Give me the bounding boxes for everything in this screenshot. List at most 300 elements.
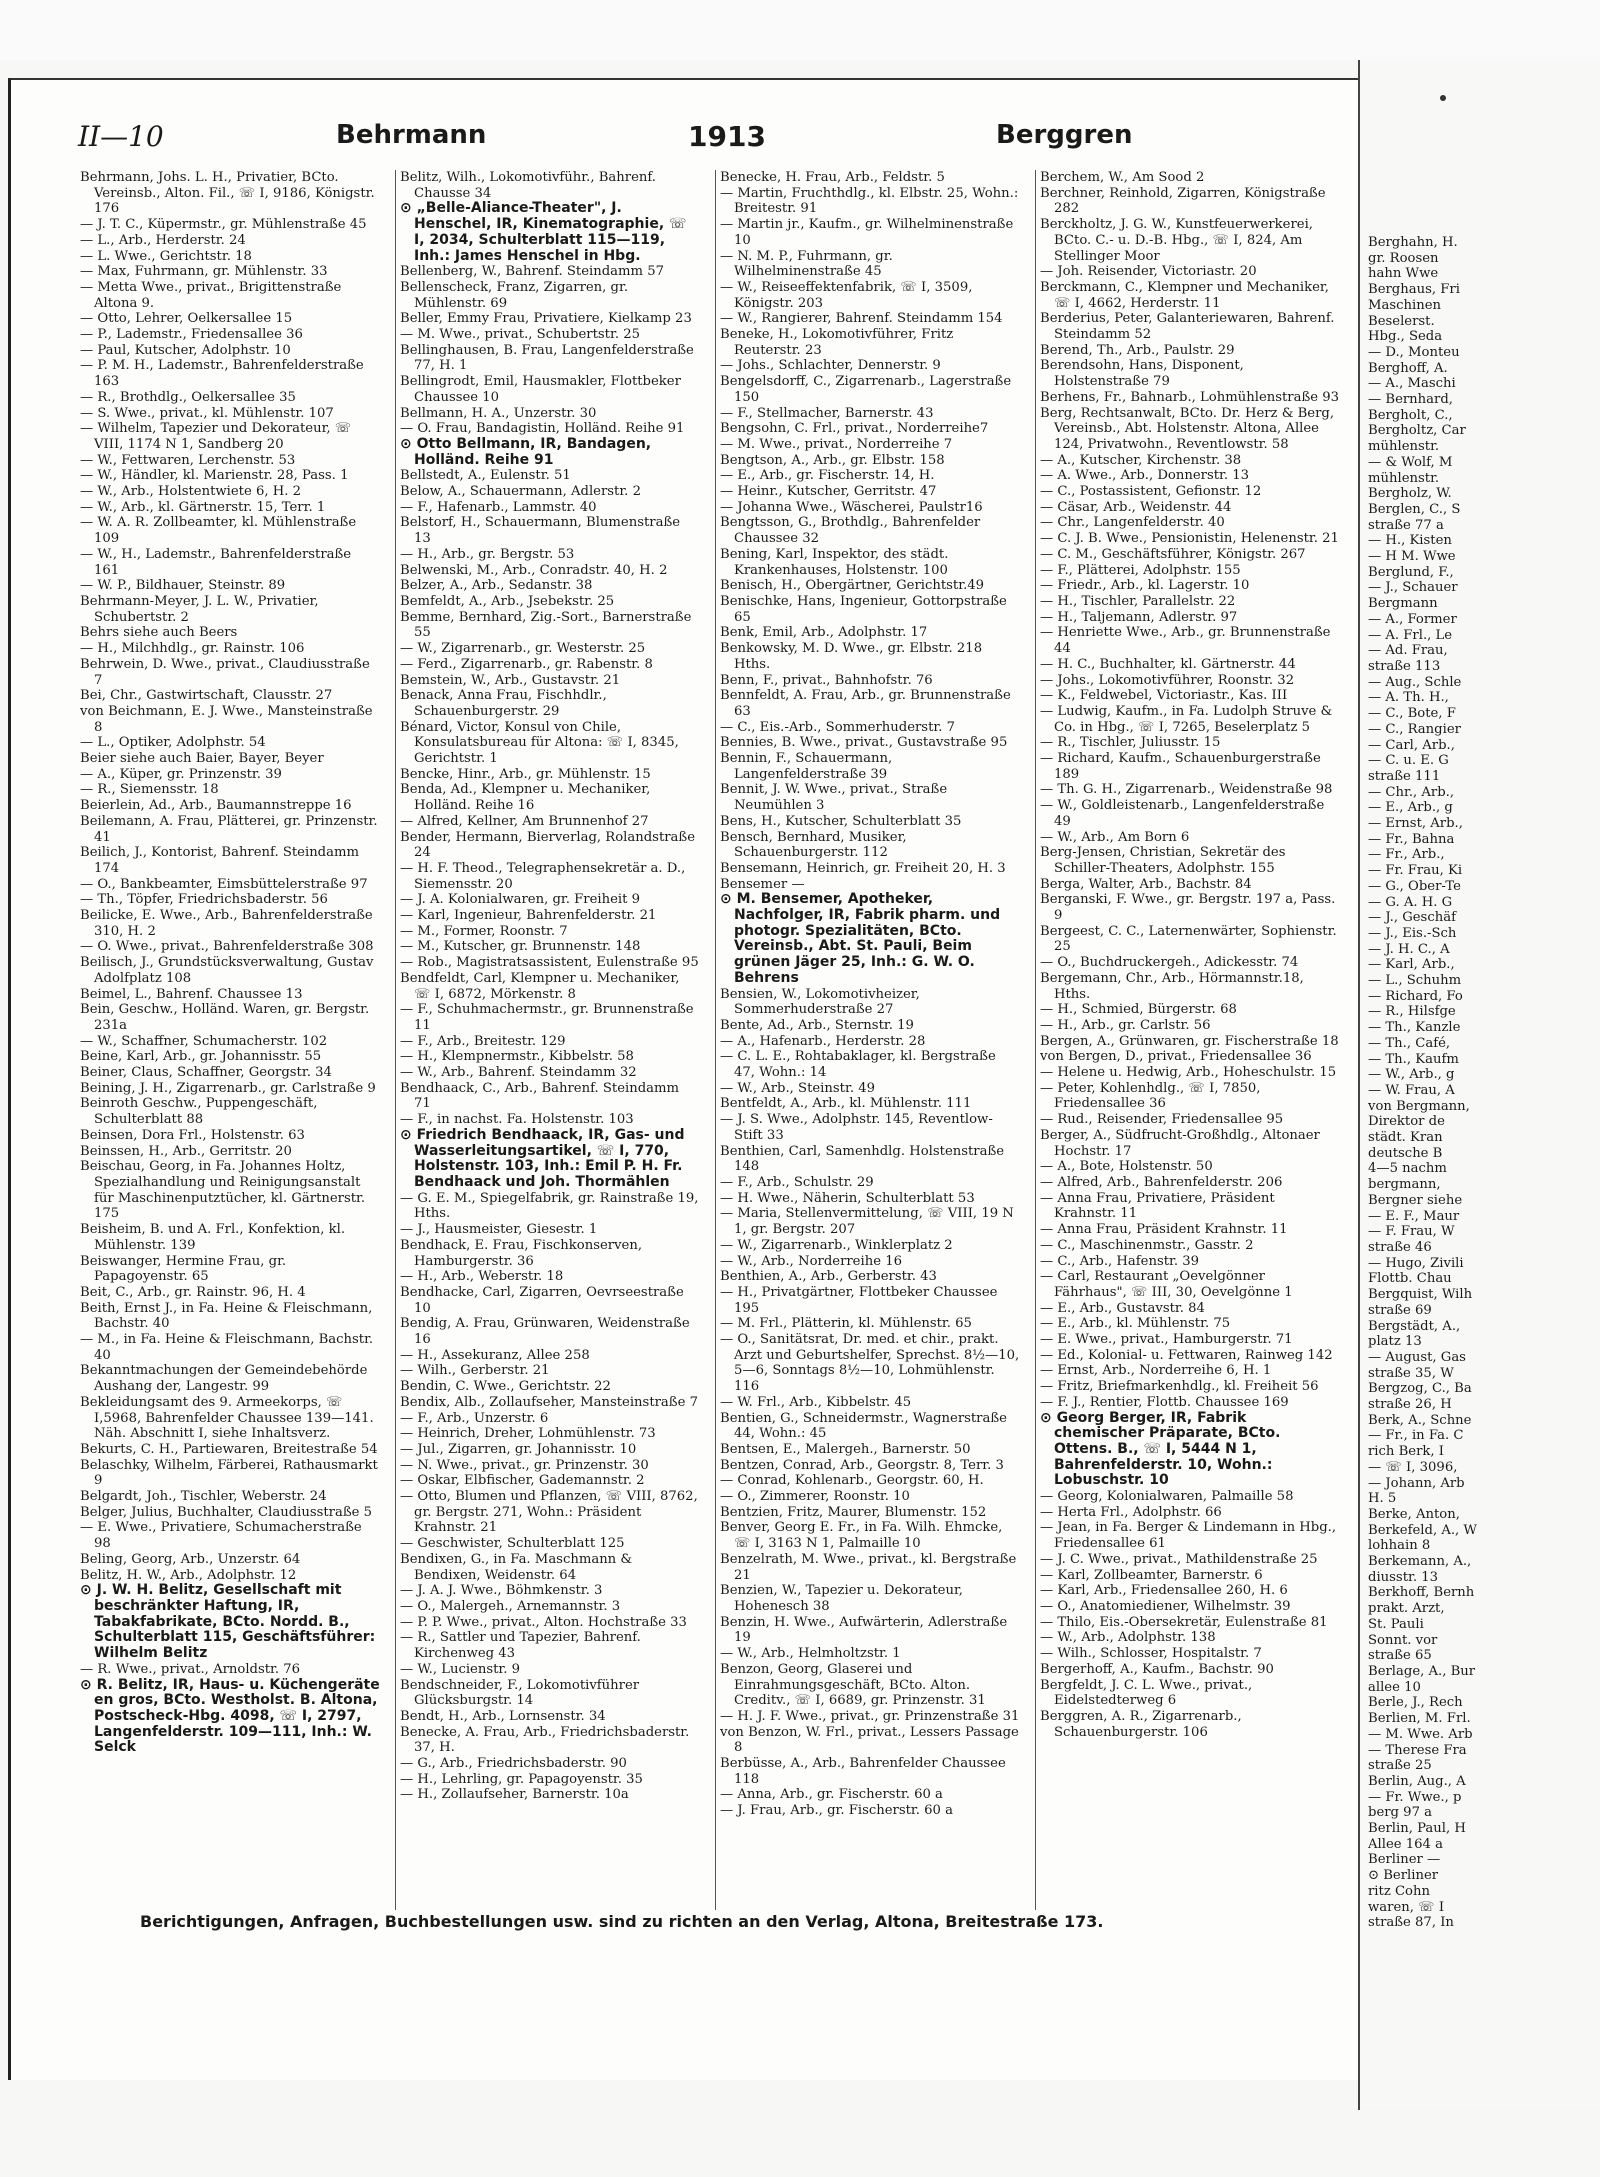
- adjacent-entry: Bergholtz, Car: [1368, 423, 1466, 439]
- directory-entry: — W. A. R. Zollbeamter, kl. Mühlenstraße 109: [80, 515, 357, 547]
- publisher-footer: Berichtigungen, Anfragen, Buchbestellungen usw. sind zu richten an den Verlag, Altona, Breitestraße 173.: [140, 1912, 1104, 1931]
- directory-entry: — Rob., Magistratsassistent, Eulenstraße 95: [400, 955, 699, 971]
- adjacent-entry: Bergzog, C., Ba: [1368, 1381, 1472, 1397]
- directory-entry: — Max, Fuhrmann, gr. Mühlenstr. 33: [80, 264, 328, 280]
- adjacent-entry: — ☏ I, 3096,: [1368, 1459, 1458, 1475]
- directory-entry: ⊙ J. W. H. Belitz, Gesellschaft mit beschränkter Haftung, IR, Tabakfabrikate, BCto. Nordd. B., Schulterblatt 115, Geschäftsführer: Wilhelm Belitz: [80, 1582, 376, 1662]
- directory-entry: — Wilh., Schlosser, Hospitalstr. 7: [1040, 1646, 1262, 1662]
- adjacent-entry: — Fr., Bahna: [1368, 831, 1455, 847]
- directory-entry: Bemfeldt, A., Arb., Jsebekstr. 25: [400, 593, 615, 609]
- directory-entry: Bemstein, W., Arb., Gustavstr. 21: [400, 672, 621, 688]
- directory-entry: — Ernst, Arb., Norderreihe 6, H. 1: [1040, 1363, 1272, 1379]
- directory-entry: — Joh. Reisender, Victoriastr. 20: [1040, 264, 1257, 280]
- adjacent-entry: — G. A. H. G: [1368, 894, 1453, 910]
- directory-entry: Bekanntmachungen der Gemeindebehörde Aushang der, Langestr. 99: [80, 1363, 368, 1395]
- adjacent-entry: — Hugo, Zivili: [1368, 1255, 1464, 1271]
- directory-entry: Beit, C., Arb., gr. Rainstr. 96, H. 4: [80, 1284, 306, 1300]
- directory-entry: — H. C., Buchhalter, kl. Gärtnerstr. 44: [1040, 656, 1296, 672]
- directory-entry: Bentfeldt, A., Arb., kl. Mühlenstr. 111: [720, 1096, 972, 1112]
- directory-entry: — H., Klempnermstr., Kibbelstr. 58: [400, 1049, 634, 1065]
- directory-entry: — M., Former, Roonstr. 7: [400, 923, 568, 939]
- directory-entry: — E., Arb., gr. Fischerstr. 14, H.: [720, 468, 935, 484]
- directory-entry: Bellstedt, A., Eulenstr. 51: [400, 468, 571, 484]
- directory-entry: Behrmann, Johs. L. H., Privatier, BCto. Vereinsb., Alton. Fil., ☏ I, 9186, Königstr. 176: [80, 170, 375, 217]
- adjacent-entry: — Bernhard,: [1368, 392, 1453, 408]
- directory-entry: Benthien, Carl, Samenhdlg. Holstenstraße 148: [720, 1143, 1005, 1175]
- adjacent-entry: — J., Schauer: [1368, 580, 1458, 596]
- adjacent-entry: — R., Hilsfge: [1368, 1004, 1456, 1020]
- directory-entry: Bendhacke, Carl, Zigarren, Oevrseestraße 10: [400, 1284, 684, 1316]
- directory-entry: — Chr., Langenfelderstr. 40: [1040, 515, 1225, 531]
- directory-entry: Bennfeldt, A. Frau, Arb., gr. Brunnenstraße 63: [720, 688, 1011, 719]
- directory-entry: — Maria, Stellenvermittelung, ☏ VIII, 19 N 1, gr. Bergstr. 207: [720, 1206, 1014, 1238]
- directory-entry: — W., Goldleistenarb., Langenfelderstraße 49: [1040, 798, 1325, 829]
- directory-entry: — W., H., Lademstr., Bahrenfelderstraße 161: [80, 546, 352, 578]
- directory-entry: Berend, Th., Arb., Paulstr. 29: [1040, 342, 1235, 358]
- adjacent-entry: — Ad. Frau,: [1368, 643, 1448, 659]
- adjacent-entry: — C. u. E. G: [1368, 753, 1449, 769]
- directory-entry: — Alfred, Arb., Bahrenfelderstr. 206: [1040, 1175, 1283, 1190]
- directory-entry: — J. A. Kolonialwaren, gr. Freiheit 9: [400, 892, 641, 908]
- directory-entry: Beiswanger, Hermine Frau, gr. Papagoyenstr. 65: [80, 1253, 287, 1285]
- directory-entry: Bergfeldt, J. C. L. Wwe., privat., Eidelstedterweg 6: [1040, 1677, 1253, 1709]
- directory-entry: Benzin, H. Wwe., Aufwärterin, Adlerstraße 19: [720, 1614, 1008, 1646]
- directory-entry: — O., Buchdruckergeh., Adickesstr. 74: [1040, 955, 1299, 971]
- adjacent-entry: — A. Th. H.,: [1368, 690, 1449, 706]
- directory-entry: Berckmann, C., Klempner und Mechaniker, ☏ I, 4662, Herderstr. 11: [1040, 279, 1329, 311]
- directory-entry: Beimel, L., Bahrenf. Chaussee 13: [80, 986, 303, 1002]
- directory-entry: Beilich, J., Kontorist, Bahrenf. Steindamm 174: [80, 845, 359, 876]
- directory-entry: — M., Kutscher, gr. Brunnenstr. 148: [400, 939, 641, 955]
- adjacent-entry: platz 13: [1368, 1334, 1422, 1350]
- directory-entry: — F., Arb., Unzerstr. 6: [400, 1410, 549, 1426]
- directory-entry: — Oskar, Elbfischer, Gademannstr. 2: [400, 1473, 645, 1489]
- directory-entry: — H., Assekuranz, Allee 258: [400, 1347, 590, 1363]
- directory-entry: Benisch, H., Obergärtner, Gerichtstr.49: [720, 578, 985, 594]
- directory-entry: Behrmann-Meyer, J. L. W., Privatier, Schubertstr. 2: [80, 593, 319, 625]
- directory-entry: — P., Lademstr., Friedensallee 36: [80, 327, 303, 343]
- adjacent-entry: — Fr., in Fa. C: [1368, 1428, 1464, 1444]
- directory-entry: Belzer, A., Arb., Sedanstr. 38: [400, 578, 593, 594]
- directory-entry: von Beichmann, E. J. Wwe., Mansteinstraße 8: [80, 703, 373, 735]
- directory-entry: Bendt, H., Arb., Lornsenstr. 34: [400, 1708, 606, 1724]
- directory-entry: — M. Wwe., privat., Norderreihe 7: [720, 436, 953, 452]
- directory-entry: — W., Fettwaren, Lerchenstr. 53: [80, 452, 296, 468]
- directory-entry: — Heinr., Kutscher, Gerritstr. 47: [720, 484, 937, 500]
- directory-entry: — C., Eis.-Arb., Sommerhuderstr. 7: [720, 719, 956, 735]
- directory-entry: — J. Frau, Arb., gr. Fischerstr. 60 a: [720, 1803, 954, 1819]
- directory-entry: — Karl, Arb., Friedensallee 260, H. 6: [1040, 1583, 1288, 1599]
- directory-entry: von Benzon, W. Frl., privat., Lessers Passage 8: [720, 1724, 1019, 1756]
- directory-entry: Benver, Georg E. Fr., in Fa. Wilh. Ehmcke, ☏ I, 3163 N 1, Palmaille 10: [720, 1520, 1003, 1552]
- directory-entry: — H., Arb., gr. Bergstr. 53: [400, 546, 575, 562]
- adjacent-entry: — August, Gas: [1368, 1349, 1466, 1365]
- directory-entry: — H., Taljemann, Adlerstr. 97: [1040, 609, 1238, 625]
- directory-entry: Bendig, A. Frau, Grünwaren, Weidenstraße 16: [400, 1316, 690, 1348]
- directory-entry: — Heinrich, Dreher, Lohmühlenstr. 73: [400, 1426, 656, 1442]
- adjacent-entry: rich Berk, I: [1368, 1444, 1444, 1460]
- adjacent-entry: straße 111: [1368, 768, 1441, 784]
- directory-entry: — Metta Wwe., privat., Brigittenstraße Altona 9.: [80, 279, 342, 311]
- directory-entry: — O., Sanitätsrat, Dr. med. et chir., prakt. Arzt und Geburtshelfer, Sprechst. 8½—10, 5—6, Sonntags 8½—10, Lohmühlenstr. 116: [720, 1332, 1020, 1395]
- directory-entry: Berderius, Peter, Galanteriewaren, Bahrenf. Steindamm 52: [1040, 311, 1335, 343]
- directory-entry: — Herta Frl., Adolphstr. 66: [1040, 1504, 1222, 1520]
- directory-entry: Benack, Anna Frau, Fischhdlr., Schauenburgerstr. 29: [400, 688, 607, 719]
- directory-entry: Beine, Karl, Arb., gr. Johannisstr. 55: [80, 1049, 322, 1065]
- directory-entry: — W., Händler, kl. Marienstr. 28, Pass. 1: [80, 468, 349, 484]
- adjacent-entry: — C., Bote, F: [1368, 706, 1456, 722]
- directory-entry: Beilisch, J., Grundstücksverwaltung, Gustav Adolfplatz 108: [80, 955, 374, 986]
- directory-entry: Behrs siehe auch Beers: [80, 625, 238, 641]
- directory-entry: Beinroth Geschw., Puppengeschäft, Schulterblatt 88: [80, 1096, 318, 1128]
- adjacent-entry: ritz Cohn: [1368, 1883, 1430, 1899]
- adjacent-entry: Beselerst.: [1368, 313, 1435, 329]
- adjacent-entry: — W., Arb., g: [1368, 1067, 1455, 1083]
- adjacent-entry: Bergholt, C.,: [1368, 407, 1453, 423]
- directory-entry: — Johanna Wwe., Wäscherei, Paulstr16: [720, 499, 983, 515]
- directory-entry: Bendhaack, C., Arb., Bahrenf. Steindamm 71: [400, 1080, 680, 1112]
- adjacent-entry: — Chr., Arb.,: [1368, 784, 1455, 800]
- directory-entry: Benn, F., privat., Bahnhofstr. 76: [720, 672, 933, 688]
- directory-entry: — Peter, Kohlenhdlg., ☏ I, 7850, Friedensallee 36: [1040, 1080, 1261, 1112]
- directory-entry: Bengtson, A., Arb., gr. Elbstr. 158: [720, 452, 945, 468]
- directory-entry: Bellmann, H. A., Unzerstr. 30: [400, 405, 597, 421]
- directory-entry: Benzien, W., Tapezier u. Dekorateur, Hohenesch 38: [720, 1583, 963, 1614]
- directory-entry: — W., Zigarrenarb., gr. Westerstr. 25: [400, 641, 646, 657]
- adjacent-entry: Berkemann, A.,: [1368, 1554, 1472, 1570]
- adjacent-entry: — A., Maschi: [1368, 376, 1456, 392]
- directory-entry: — H., Schmied, Bürgerstr. 68: [1040, 1002, 1237, 1018]
- directory-entry: ⊙ „Belle-Aliance-Theater", J. Henschel, IR, Kinematographie, ☏ I, 2034, Schulterblatt 115—119, Inh.: James Henschel in Hbg.: [400, 200, 687, 264]
- directory-entry: — F., Stellmacher, Barnerstr. 43: [720, 405, 934, 421]
- directory-entry: — A., Bote, Holstenstr. 50: [1040, 1159, 1213, 1175]
- directory-entry: Beiner, Claus, Schaffner, Georgstr. 34: [80, 1065, 332, 1081]
- directory-entry: Berckholtz, J. G. W., Kunstfeuerwerkerei, BCto. C.- u. D.-B. Hbg., ☏ I, 824, Am Stellinger Moor: [1040, 217, 1313, 264]
- adjacent-entry: St. Pauli: [1368, 1616, 1424, 1632]
- directory-entry: — H. J. F. Wwe., privat., gr. Prinzenstraße 31: [720, 1708, 1020, 1724]
- adjacent-entry: lohhain 8: [1368, 1538, 1431, 1554]
- directory-entry: — Henriette Wwe., Arb., gr. Brunnenstraße 44: [1040, 625, 1331, 657]
- directory-entry: Benkowsky, M. D. Wwe., gr. Elbstr. 218 Hths.: [720, 641, 983, 672]
- directory-entry: — F., Schuhmachermstr., gr. Brunnenstraße 11: [400, 1002, 694, 1033]
- directory-entry: — P. P. Wwe., privat., Alton. Hochstraße 33: [400, 1614, 687, 1630]
- adjacent-entry: allee 10: [1368, 1679, 1421, 1695]
- page-header: [78, 118, 1133, 158]
- directory-entry: — C., Maschinenmstr., Gasstr. 2: [1040, 1237, 1254, 1253]
- directory-entry: — W. P., Bildhauer, Steinstr. 89: [80, 578, 286, 594]
- directory-entry: — Jean, in Fa. Berger & Lindemann in Hbg., Friedensallee 61: [1040, 1520, 1337, 1552]
- directory-entry: Belitz, H. W., Arb., Adolphstr. 12: [80, 1567, 297, 1583]
- directory-entry: Berchem, W., Am Sood 2: [1040, 170, 1205, 185]
- directory-entry: — J. A. J. Wwe., Böhmkenstr. 3: [400, 1583, 603, 1599]
- directory-entry: Bente, Ad., Arb., Sternstr. 19: [720, 1017, 914, 1033]
- adjacent-entry: prakt. Arzt,: [1368, 1601, 1445, 1617]
- directory-entry: — A., Kutscher, Kirchenstr. 38: [1040, 452, 1242, 468]
- directory-entry: Bening, Karl, Inspektor, des städt. Krankenhauses, Holstenstr. 100: [720, 546, 949, 578]
- directory-entry: Benecke, A. Frau, Arb., Friedrichsbaderstr. 37, H.: [400, 1724, 690, 1756]
- directory-entry: Berggren, A. R., Zigarrenarb., Schauenburgerstr. 106: [1040, 1708, 1242, 1740]
- directory-entry: — W., Zigarrenarb., Winklerplatz 2: [720, 1237, 953, 1253]
- directory-entry: Bendfeldt, Carl, Klempner u. Mechaniker, ☏ I, 6872, Mörkenstr. 8: [400, 970, 680, 1002]
- directory-entry: Beining, J. H., Zigarrenarb., gr. Carlstraße 9: [80, 1080, 376, 1096]
- adjacent-entry: Berlien, M. Frl.: [1368, 1711, 1471, 1727]
- directory-entry: — N. M. P., Fuhrmann, gr. Wilhelminenstraße 45: [720, 248, 893, 280]
- directory-entry: — O. Frau, Bandagistin, Holländ. Reihe 91: [400, 421, 685, 437]
- adjacent-entry: straße 87, In: [1368, 1915, 1454, 1931]
- adjacent-entry: — A. Frl., Le: [1368, 627, 1453, 643]
- directory-entry: Berg, Rechtsanwalt, BCto. Dr. Herz & Berg, Vereinsb., Abt. Holstenstr. Altona, Allee 124, Privatwohn., Reventlowstr. 58: [1040, 405, 1335, 452]
- directory-entry: Bentzen, Conrad, Arb., Georgstr. 8, Terr. 3: [720, 1457, 1004, 1473]
- directory-entry: — R. Wwe., privat., Arnoldstr. 76: [80, 1661, 301, 1677]
- directory-entry: — Karl, Ingenieur, Bahrenfelderstr. 21: [400, 908, 657, 924]
- directory-entry: — J. T. C., Küpermstr., gr. Mühlenstraße 45: [80, 217, 367, 233]
- directory-entry: — W. Frl., Arb., Kibbelstr. 45: [720, 1394, 912, 1410]
- directory-entry: — Ferd., Zigarrenarb., gr. Rabenstr. 8: [400, 656, 653, 672]
- directory-entry: Berger, A., Südfrucht-Großhdlg., Altonaer Hochstr. 17: [1040, 1127, 1320, 1159]
- scan-margin: [0, 0, 1600, 60]
- directory-entry: Benischke, Hans, Ingenieur, Gottorpstraße 65: [720, 593, 1007, 625]
- adjacent-entry: Berglen, C., S: [1368, 501, 1461, 517]
- adjacent-entry: — E., Arb., g: [1368, 800, 1453, 816]
- year-heading: 1913: [688, 120, 766, 153]
- directory-entry: — H., Privatgärtner, Flottbeker Chaussee 195: [720, 1284, 998, 1316]
- adjacent-entry: straße 69: [1368, 1302, 1432, 1318]
- directory-entry: Bendin, C. Wwe., Gerichtstr. 22: [400, 1379, 611, 1395]
- directory-entry: — Th. G. H., Zigarrenarb., Weidenstraße 98: [1040, 782, 1333, 798]
- directory-entry: — Johs., Schlachter, Dennerstr. 9: [720, 358, 941, 374]
- directory-entry: Bellingrodt, Emil, Hausmakler, Flottbeker Chaussee 10: [400, 374, 681, 405]
- directory-entry: — F., in nachst. Fa. Holstenstr. 103: [400, 1112, 634, 1128]
- directory-entry: — G., Arb., Friedrichsbaderstr. 90: [400, 1756, 627, 1772]
- column-2: [395, 170, 700, 1910]
- directory-entry: Benthien, A., Arb., Gerberstr. 43: [720, 1269, 937, 1285]
- adjacent-entry: — Fr., Arb.,: [1368, 847, 1445, 863]
- directory-entry: — L. Wwe., Gerichtstr. 18: [80, 248, 252, 264]
- directory-entry: — W., Arb., Adolphstr. 138: [1040, 1630, 1216, 1646]
- directory-entry: Bekurts, C. H., Partiewaren, Breitestraße 54: [80, 1441, 378, 1457]
- directory-entry: Belgardt, Joh., Tischler, Weberstr. 24: [80, 1489, 327, 1505]
- directory-entry: Bentzien, Fritz, Maurer, Blumenstr. 152: [720, 1504, 987, 1520]
- adjacent-entry: straße 77 a: [1368, 517, 1444, 533]
- directory-entry: — K., Feldwebel, Victoriastr., Kas. III: [1040, 688, 1288, 704]
- adjacent-entry: — Therese Fra: [1368, 1742, 1467, 1758]
- adjacent-entry: berg 97 a: [1368, 1805, 1433, 1821]
- directory-entry: — Th., Töpfer, Friedrichsbaderstr. 56: [80, 892, 328, 908]
- adjacent-entry: — Ernst, Arb.,: [1368, 816, 1463, 832]
- directory-entry: Berhens, Fr., Bahnarb., Lohmühlenstraße 93: [1040, 389, 1340, 405]
- directory-entry: — E., Arb., Gustavstr. 84: [1040, 1300, 1205, 1316]
- adjacent-entry: — Carl, Arb.,: [1368, 737, 1455, 753]
- directory-entry: Bergen, A., Grünwaren, gr. Fischerstraße 18: [1040, 1033, 1339, 1049]
- directory-entry: Berendsohn, Hans, Disponent, Holstenstraße 79: [1040, 358, 1244, 390]
- adjacent-entry: — Th., Café,: [1368, 1035, 1451, 1051]
- adjacent-entry: mühlenstr.: [1368, 439, 1440, 455]
- adjacent-entry: Bergquist, Wilh: [1368, 1287, 1473, 1303]
- directory-entry: — H., Arb., Weberstr. 18: [400, 1269, 564, 1285]
- adjacent-entry: — M. Wwe. Arb: [1368, 1726, 1473, 1742]
- directory-entry: — W., Arb., Norderreihe 16: [720, 1253, 902, 1269]
- directory-entry: Bencke, Hinr., Arb., gr. Mühlenstr. 15: [400, 766, 651, 782]
- adjacent-entry: Berkefeld, A., W: [1368, 1522, 1477, 1538]
- adjacent-entry: städt. Kran: [1368, 1130, 1443, 1146]
- directory-entry: — J. C. Wwe., privat., Mathildenstraße 25: [1040, 1551, 1318, 1567]
- directory-entry: Bentien, G., Schneidermstr., Wagnerstraße 44, Wohn.: 45: [720, 1410, 1007, 1442]
- right-running-heading: Berggren: [996, 120, 1133, 150]
- directory-entry: ⊙ M. Bensemer, Apotheker, Nachfolger, IR, Fabrik pharm. und photogr. Spezialitäten, BCto. Vereinsb., Abt. St. Pauli, Beim grünen Jäger 25, Inh.: G. W. O. Behrens: [720, 891, 1001, 986]
- directory-entry: Benecke, H. Frau, Arb., Feldstr. 5: [720, 170, 945, 185]
- directory-entry: Bentsen, E., Malergeh., Barnerstr. 50: [720, 1441, 971, 1457]
- adjacent-entry: — L., Schuhm: [1368, 973, 1462, 989]
- directory-entry: — C., Postassistent, Gefionstr. 12: [1040, 484, 1262, 500]
- directory-entry: — Johs., Lokomotivführer, Roonstr. 32: [1040, 672, 1295, 688]
- adjacent-entry: waren, ☏ I: [1368, 1899, 1445, 1915]
- adjacent-entry: — A., Former: [1368, 611, 1457, 627]
- directory-entry: ⊙ Georg Berger, IR, Fabrik chemischer Präparate, BCto. Ottens. B., ☏ I, 5444 N 1, Bahrenfelderstr. 10, Wohn.: Lobuschstr. 10: [1040, 1409, 1281, 1489]
- directory-entry: — H. Wwe., Näherin, Schulterblatt 53: [720, 1190, 975, 1206]
- directory-entry: — H. F. Theod., Telegraphensekretär a. D., Siemensstr. 20: [400, 860, 686, 892]
- adjacent-entry: — Aug., Schle: [1368, 674, 1462, 690]
- directory-entry: Bennin, F., Schauermann, Langenfelderstraße 39: [720, 751, 893, 782]
- ink-dot: [1440, 95, 1446, 101]
- directory-entry: Benzon, Georg, Glaserei und Einrahmungsgeschäft, BCto. Alton. Creditv., ☏ I, 6689, gr. Prinzenstr. 31: [720, 1661, 986, 1709]
- adjacent-entry: gr. Roosen: [1368, 250, 1439, 266]
- directory-entry: — Helene u. Hedwig, Arb., Hoheschulstr. 15: [1040, 1065, 1337, 1081]
- directory-entry: — J., Hausmeister, Giesestr. 1: [400, 1222, 598, 1238]
- directory-entry: — F., Arb., Breitestr. 129: [400, 1033, 566, 1049]
- directory-entry: Beinssen, H., Arb., Gerritstr. 20: [80, 1143, 292, 1159]
- directory-entry: Bendix, Alb., Zollaufseher, Mansteinstraße 7: [400, 1394, 698, 1410]
- directory-entry: — E. Wwe., Privatiere, Schumacherstraße 98: [80, 1520, 362, 1552]
- directory-entry: — M. Frl., Plätterin, kl. Mühlenstr. 65: [720, 1316, 972, 1332]
- directory-entry: — W., Arb., Helmholtzstr. 1: [720, 1646, 901, 1662]
- adjacent-entry: von Bergmann,: [1368, 1098, 1470, 1114]
- directory-entry: — R., Siemensstr. 18: [80, 782, 219, 798]
- directory-entry: — Carl, Restaurant „Oevelgönner Fährhaus", ☏ III, 30, Oevelgönne 1: [1040, 1269, 1293, 1300]
- adjacent-entry: Berghaus, Fri: [1368, 282, 1460, 298]
- directory-entry: Behrwein, D. Wwe., privat., Claudiusstraße 7: [80, 656, 370, 688]
- directory-entry: Beier siehe auch Baier, Bayer, Beyer: [80, 751, 324, 767]
- directory-entry: — Martin jr., Kaufm., gr. Wilhelminenstraße 10: [720, 217, 1014, 248]
- column-4: [1035, 170, 1340, 1910]
- directory-entry: Bergerhoff, A., Kaufm., Bachstr. 90: [1040, 1661, 1274, 1677]
- directory-entry: — Cäsar, Arb., Weidenstr. 44: [1040, 499, 1232, 515]
- directory-entry: — M., in Fa. Heine & Fleischmann, Bachstr. 40: [80, 1332, 374, 1363]
- directory-entry: — C. M., Geschäftsführer, Königstr. 267: [1040, 546, 1306, 562]
- directory-entry: Bengelsdorff, C., Zigarrenarb., Lagerstraße 150: [720, 374, 1012, 405]
- directory-entry: Beierlein, Ad., Arb., Baumannstreppe 16: [80, 798, 352, 814]
- directory-entry: — J. S. Wwe., Adolphstr. 145, Reventlow-Stift 33: [720, 1112, 993, 1143]
- directory-entry: — M. Wwe., privat., Schubertstr. 25: [400, 327, 640, 343]
- adjacent-entry: H. 5: [1368, 1491, 1397, 1507]
- directory-entry: — Karl, Zollbeamter, Barnerstr. 6: [1040, 1567, 1263, 1583]
- adjacent-entry: Berlin, Aug., A: [1368, 1773, 1466, 1789]
- directory-entry: — L., Arb., Herderstr. 24: [80, 232, 246, 248]
- directory-entry: ⊙ Otto Bellmann, IR, Bandagen, Holländ. Reihe 91: [400, 435, 652, 468]
- directory-entry: Bennies, B. Wwe., privat., Gustavstraße 95: [720, 735, 1008, 751]
- directory-entry: Belwenski, M., Arb., Conradstr. 40, H. 2: [400, 562, 668, 578]
- directory-entry: ⊙ R. Belitz, IR, Haus- u. Küchengeräte en gros, BCto. Westholst. B. Altona, Postscheck-Hbg. 4098, ☏ I, 2797, Langenfelderstr. 109—111, Inh.: W. Selck: [80, 1676, 380, 1756]
- adjacent-entry: — G., Ober-Te: [1368, 878, 1461, 894]
- directory-entry: — Anna, Arb., gr. Fischerstr. 60 a: [720, 1787, 943, 1803]
- directory-entry: Bergemann, Chr., Arb., Hörmannstr.18, Hths.: [1040, 970, 1304, 1002]
- directory-entry: — W., Arb., Am Born 6: [1040, 829, 1190, 845]
- directory-entry: Bendschneider, F., Lokomotivführer Glücksburgstr. 14: [400, 1677, 640, 1709]
- directory-entry: Beneke, H., Lokomotivführer, Fritz Reuterstr. 23: [720, 327, 954, 358]
- directory-entry: Beller, Emmy Frau, Privatiere, Kielkamp 23: [400, 311, 692, 327]
- column-3: [715, 170, 1020, 1910]
- adjacent-entry: — Th., Kanzle: [1368, 1020, 1461, 1036]
- adjacent-entry: Berghoff, A.: [1368, 360, 1448, 376]
- adjacent-entry: straße 46: [1368, 1240, 1432, 1255]
- directory-entry: — R., Sattler und Tapezier, Bahrenf. Kirchenweg 43: [400, 1630, 641, 1662]
- directory-entry: Beischau, Georg, in Fa. Johannes Holtz, Spezialhandlung und Reinigungsanstalt für Maschinenputztücher, kl. Gärtnerstr. 175: [80, 1159, 366, 1222]
- adjacent-entry: — Karl, Arb.,: [1368, 957, 1455, 973]
- adjacent-entry: Berliner —: [1368, 1852, 1441, 1868]
- adjacent-entry: Bergner siehe: [1368, 1192, 1463, 1208]
- adjacent-entry: Sonnt. vor: [1368, 1632, 1438, 1648]
- adjacent-entry: — Richard, Fo: [1368, 988, 1463, 1004]
- directory-entry: Bellenscheck, Franz, Zigarren, gr. Mühlenstr. 69: [400, 279, 629, 311]
- directory-entry: Bensch, Bernhard, Musiker, Schauenburgerstr. 112: [720, 829, 907, 861]
- directory-entry: Beilemann, A. Frau, Plätterei, gr. Prinzenstr. 41: [80, 813, 378, 845]
- directory-entry: Bender, Hermann, Bierverlag, Rolandstraße 24: [400, 829, 696, 861]
- directory-entry: Benzelrath, M. Wwe., privat., kl. Bergstraße 21: [720, 1551, 1017, 1583]
- directory-entry: Belstorf, H., Schauermann, Blumenstraße 13: [400, 515, 681, 547]
- adjacent-entry: Berlage, A., Bur: [1368, 1663, 1476, 1679]
- directory-entry: — Wilhelm, Tapezier und Dekorateur, ☏ VIII, 1174 N 1, Sandberg 20: [80, 421, 352, 452]
- directory-entry: Berchner, Reinhold, Zigarren, Königstraße 282: [1040, 185, 1326, 217]
- directory-entry: — W., Arb., Bahrenf. Steindamm 32: [400, 1065, 637, 1081]
- adjacent-entry: 4—5 nachm: [1368, 1161, 1447, 1177]
- adjacent-page: [1358, 60, 1600, 2110]
- adjacent-entry: Bergholz, W.: [1368, 486, 1452, 502]
- directory-entry: Bennit, J. W. Wwe., privat., Straße Neumühlen 3: [720, 782, 948, 814]
- directory-entry: — R., Tischler, Juliusstr. 15: [1040, 735, 1221, 751]
- directory-entry: — W., Schaffner, Schumacherstr. 102: [80, 1033, 328, 1049]
- page-number: II—10: [78, 120, 164, 153]
- directory-entry: — E., Arb., kl. Mühlenstr. 75: [1040, 1316, 1231, 1332]
- directory-entry: — Rud., Reisender, Friedensallee 95: [1040, 1112, 1284, 1128]
- directory-entry: Below, A., Schauermann, Adlerstr. 2: [400, 484, 641, 500]
- directory-entry: Bergeest, C. C., Laternenwärter, Sophienstr. 25: [1040, 923, 1337, 955]
- directory-entry: — O., Malergeh., Arnemannstr. 3: [400, 1598, 621, 1614]
- adjacent-entry: Maschinen: [1368, 297, 1442, 313]
- adjacent-entry: — & Wolf, M: [1368, 454, 1453, 470]
- directory-entry: — P. M. H., Lademstr., Bahrenfelderstraße 163: [80, 358, 364, 390]
- directory-entry: Benda, Ad., Klempner u. Mechaniker, Holländ. Reihe 16: [400, 782, 651, 814]
- directory-entry: — C. J. B. Wwe., Pensionistin, Helenenstr. 21: [1040, 531, 1339, 547]
- directory-entry: Beling, Georg, Arb., Unzerstr. 64: [80, 1551, 301, 1567]
- directory-entry: Belitz, Wilh., Lokomotivführ., Bahrenf. Chausse 34: [400, 170, 656, 201]
- directory-entry: Bellinghausen, B. Frau, Langenfelderstraße 77, H. 1: [400, 342, 694, 374]
- directory-entry: — Paul, Kutscher, Adolphstr. 10: [80, 342, 291, 358]
- directory-entry: — F., Hafenarb., Lammstr. 40: [400, 499, 597, 515]
- directory-entry: Bengtsson, G., Brothdlg., Bahrenfelder Chaussee 32: [720, 515, 981, 547]
- directory-entry: — H., Arb., gr. Carlstr. 56: [1040, 1017, 1211, 1033]
- adjacent-entry: bergmann,: [1368, 1177, 1441, 1193]
- directory-entry: — N. Wwe., privat., gr. Prinzenstr. 30: [400, 1457, 649, 1473]
- directory-entry: — C. L. E., Rohtabaklager, kl. Bergstraße 47, Wohn.: 14: [720, 1049, 996, 1081]
- left-running-heading: Behrmann: [336, 120, 487, 150]
- directory-entry: — A., Hafenarb., Herderstr. 28: [720, 1033, 926, 1049]
- directory-entry: Beisheim, B. und A. Frl., Konfektion, kl. Mühlenstr. 139: [80, 1222, 346, 1253]
- directory-entry: — O., Bankbeamter, Eimsbüttelerstraße 97: [80, 876, 368, 892]
- directory-entry: Beinsen, Dora Frl., Holstenstr. 63: [80, 1127, 305, 1143]
- directory-entry: — A., Küper, gr. Prinzenstr. 39: [80, 766, 282, 782]
- directory-entry: Bensien, W., Lokomotivheizer, Sommerhuderstraße 27: [720, 986, 920, 1018]
- adjacent-entry: — C., Rangier: [1368, 721, 1461, 737]
- adjacent-entry: mühlenstr.: [1368, 470, 1440, 486]
